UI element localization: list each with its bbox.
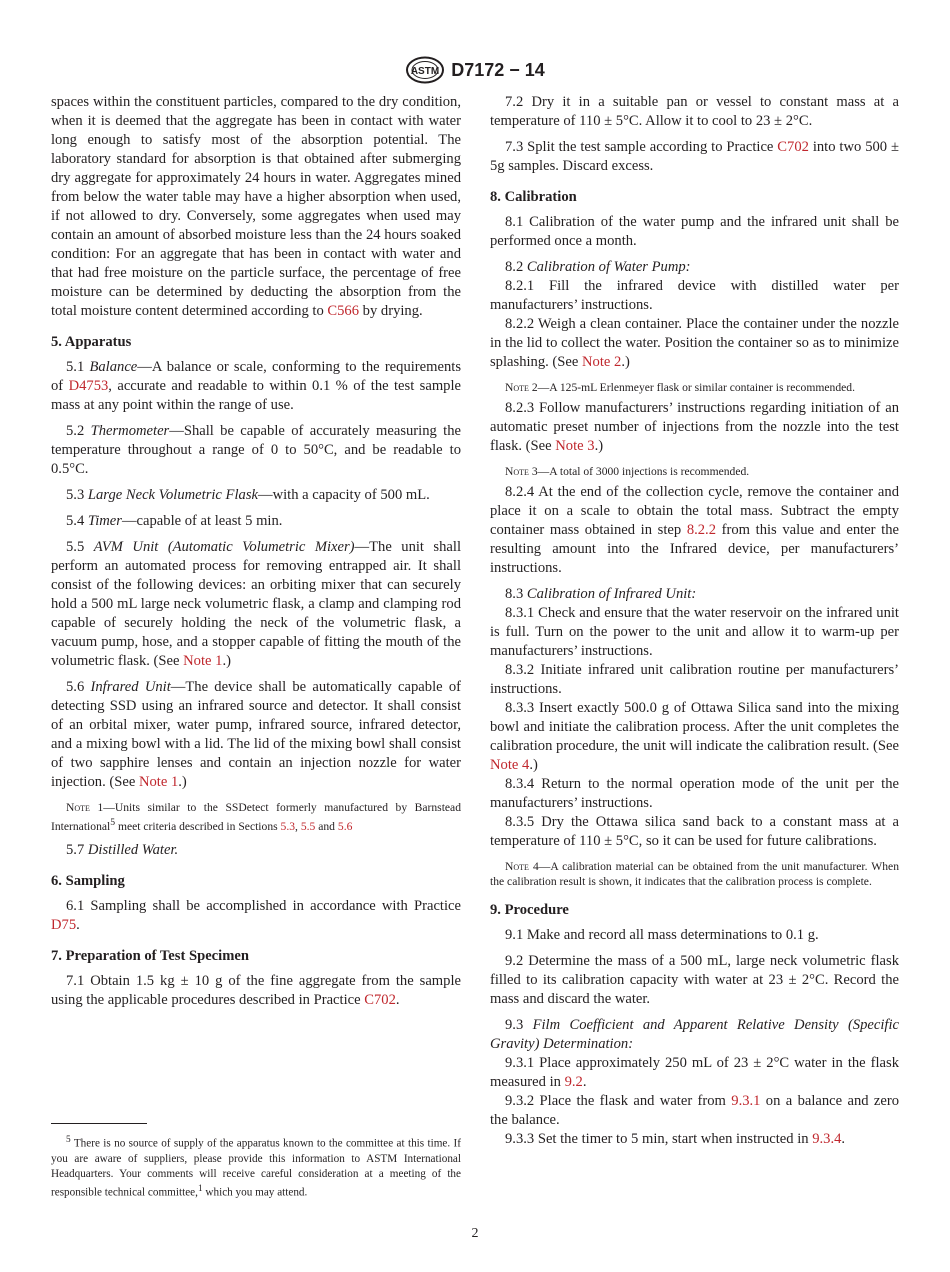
section-5-3: 5.3 Large Neck Volumetric Flask—with a capacity of 500 mL. <box>66 487 430 503</box>
footnote-divider <box>51 1123 147 1124</box>
note-1: Note 1—Units similar to the SSDetect formerly manufactured by Barnstead International$^5$ meet criteria described in Sections 5.3, 5.5 and 5.6 <box>51 801 461 833</box>
section-8-3-3: 8.3.3 Insert exactly 500.0 g of Ottawa Silica sand into the mixing bowl and initiate the calibration process. After the unit completes the calibration procedure, the unit will indicate the calibration result. (See Note 4.) <box>490 700 899 773</box>
link-5-3[interactable]: 5.3 <box>280 819 296 833</box>
section-5-1: 5.1 Balance—A balance or scale, conforming to the requirements of D4753, accurate and readable to within 0.1 % of the test sample mass at any point within the range of use. <box>51 359 461 413</box>
section-8-1: 8.1 Calibration of the water pump and the infrared unit shall be performed once a month. <box>490 214 899 249</box>
section-9-1: 9.1 Make and record all mass determinations to 0.1 g. <box>505 927 819 943</box>
section-5-5: 5.5 AVM Unit (Automatic Volumetric Mixer)—The unit shall perform an automated process for removing entrapped air. It shall consist of the following devices: an orbiting mixer that can securely hold a 500 mL large neck volumetric flask, a clamp and clamping rod capable of securely holding the neck of the volumetric flask, a vacuum pump, hose, and a stopper capable of fitting the mouth of the volumetric flask. (See Note 1.) <box>51 539 461 669</box>
section-5-4: 5.4 Timer—capable of at least 5 min. <box>66 513 283 529</box>
section-heading-sampling: 6. Sampling <box>51 872 125 889</box>
right-column <box>490 93 899 1149</box>
section-heading-procedure: 9. Procedure <box>490 902 569 918</box>
section-8-2-1: 8.2.1 Fill the infrared device with distilled water per manufacturers’ instructions. <box>490 278 899 313</box>
paragraph: spaces within the constituent particles, compared to the dry condition, when it is deemed that the aggregate has been in contact with water long enough to satisfy most of the absorption potential. The laboratory standard for absorption is that obtained after submerging dry aggregate for approximately 24 hours in water. Aggregates mined from below the water table may have a higher absorption when used, if not allowed to dry. Conversely, some aggregates when used may contain an amount of absorbed moisture less than the 24 hours soaked condition: For an aggregate that has been in contact with water and that had free moisture on the particle surface, the percentage of free moisture can be determined by deducting the absorption from the total moisture content determined according to C566 by drying. <box>51 94 461 319</box>
section-8-2-2: 8.2.2 Weigh a clean container. Place the container under the nozzle in the lid to collect the water. Position the container so as to minimize splashing. (See Note 2.) <box>490 316 899 370</box>
link-note-1[interactable]: Note 1 <box>138 774 179 790</box>
section-8-3-1: 8.3.1 Check and ensure that the water reservoir on the infrared unit is full. Turn on the power to the unit and allow it to warm-up per manufacturers’ instructions. <box>490 605 899 659</box>
link-c702[interactable]: C702 <box>777 139 809 155</box>
section-8-3-5: 8.3.5 Dry the Ottawa silica sand back to a constant mass at a temperature of 110 ± 5°C, so it can be used for future calibrations. <box>490 814 899 849</box>
note-2: Note 2—A 125-mL Erlenmeyer flask or similar container is recommended. <box>505 381 855 394</box>
link-c702[interactable]: C702 <box>364 991 396 1008</box>
link-note-3[interactable]: Note 3 <box>555 438 595 454</box>
page-header <box>0 56 950 84</box>
section-7-2: 7.2 Dry it in a suitable pan or vessel to constant mass at a temperature of 110 ± 5°C. Allow it to cool to 23 ± 2°C. <box>490 94 899 129</box>
section-9-3-1: 9.3.1 Place approximately 250 mL of 23 ± 2°C water in the flask measured in 9.2. <box>490 1055 899 1090</box>
section-8-2-3: 8.2.3 Follow manufacturers’ instructions regarding initiation of an automatic preset number of injections from the nozzle into the test flask. (See Note 3.) <box>490 400 899 454</box>
section-8-3-4: 8.3.4 Return to the normal operation mode of the unit per the manufacturers’ instructions. <box>490 776 899 811</box>
section-8-3-2: 8.3.2 Initiate infrared unit calibration routine per manufacturers’ instructions. <box>490 662 899 697</box>
link-9-3-1[interactable]: 9.3.1 <box>731 1093 761 1109</box>
section-heading-preparation: 7. Preparation of Test Specimen <box>51 947 249 964</box>
section-9-3: 9.3 Film Coefficient and Apparent Relative Density (Specific Gravity) Determination: <box>490 1017 899 1052</box>
note-3: Note 3—A total of 3000 injections is recommended. <box>505 465 750 478</box>
section-9-3-3: 9.3.3 Set the timer to 5 min, start when instructed in 9.3.4. <box>505 1131 846 1147</box>
link-d4753[interactable]: D4753 <box>68 378 109 394</box>
left-column <box>51 93 461 1010</box>
section-8-3: 8.3 Calibration of Infrared Unit: <box>505 586 697 602</box>
link-9-3-4[interactable]: 9.3.4 <box>812 1131 842 1147</box>
link-8-2-2[interactable]: 8.2.2 <box>686 522 716 538</box>
link-note-4[interactable]: Note 4 <box>490 757 530 773</box>
section-8-2: 8.2 Calibration of Water Pump: <box>505 259 691 275</box>
section-9-3-2: 9.3.2 Place the flask and water from 9.3.1 on a balance and zero the balance. <box>490 1093 899 1128</box>
section-5-7: 5.7 Distilled Water. <box>66 841 179 858</box>
note-4: Note 4—A calibration material can be obtained from the unit manufacturer. When the calibration result is shown, it indicates that the calibration process is complete. <box>490 860 899 888</box>
section-5-2: 5.2 Thermometer—Shall be capable of accurately measuring the temperature throughout a range of 0 to 50°C, and be readable to 0.5°C. <box>51 423 461 477</box>
section-9-2: 9.2 Determine the mass of a 500 mL, large neck volumetric flask filled to its calibration capacity with water at 23 ± 2°C. Record the mass and discard the water. <box>490 953 899 1007</box>
section-heading-apparatus: 5. Apparatus <box>51 334 132 350</box>
link-c566[interactable]: C566 <box>327 303 360 319</box>
section-7-1: 7.1 Obtain 1.5 kg ± 10 g of the fine aggregate from the sample using the applicable procedures described in Practice C702. <box>51 972 461 1008</box>
link-d75[interactable]: D75 <box>51 916 77 933</box>
page-number: 2 <box>471 1226 479 1241</box>
link-5-5[interactable]: 5.5 <box>300 819 316 833</box>
svg-text:ASTM: ASTM <box>411 66 440 77</box>
link-note-2[interactable]: Note 2 <box>582 354 622 370</box>
section-7-3: 7.3 Split the test sample according to Practice C702 into two 500 ± 5g samples. Discard excess. <box>490 139 899 174</box>
astm-logo-icon <box>405 56 445 84</box>
footnote-5: $^5$ There is no source of supply of the apparatus known to the committee at this time. If you are aware of suppliers, please provide this information to ASTM International Headquarters. Your comments will receive careful consideration at a meeting of the responsible technical committee,$^1$ which you may attend. <box>51 1135 461 1199</box>
link-9-2[interactable]: 9.2 <box>564 1074 583 1090</box>
link-5-6[interactable]: 5.6 <box>337 819 353 833</box>
section-8-2-4: 8.2.4 At the end of the collection cycle, remove the container and place it on a scale to obtain the total mass. Subtract the empty container mass obtained in step 8.2.2 from this value and enter the resulting amount into the Infrared device, per manufacturers’ instructions. <box>490 484 899 576</box>
standard-designation: D7172 − 14 <box>451 59 545 80</box>
section-6-1: 6.1 Sampling shall be accomplished in accordance with Practice D75. <box>51 897 461 933</box>
link-note-1[interactable]: Note 1 <box>183 653 223 669</box>
section-heading-calibration: 8. Calibration <box>490 189 577 205</box>
section-5-6: 5.6 Infrared Unit—The device shall be automatically capable of detecting SSD using an infrared source and detector. It shall consist of an orbital mixer, water pump, infrared source, infrared detector, and a mixing bowl with a lid. The lid of the mixing bowl shall consist of two sapphire lenses and contain an injection nozzle for water injection. (See Note 1.) <box>51 679 461 790</box>
